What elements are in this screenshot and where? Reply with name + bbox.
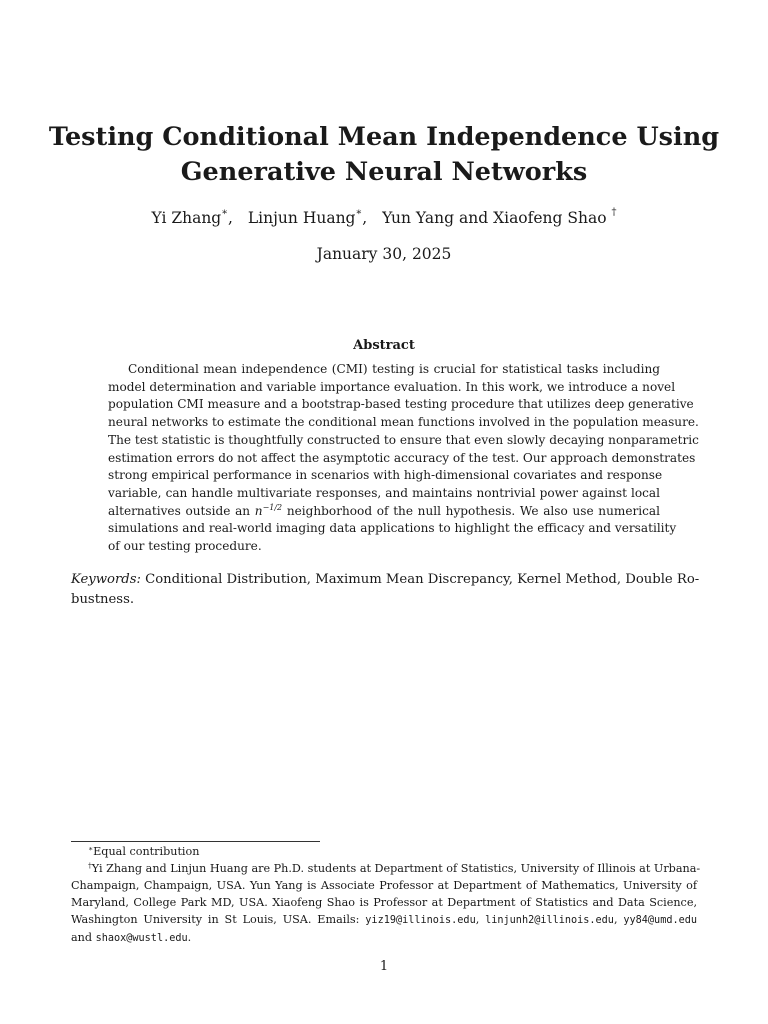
abstract-heading: Abstract xyxy=(353,338,415,353)
footnote-rule xyxy=(71,841,320,842)
footnotes xyxy=(71,843,701,948)
title-line-1: Testing Conditional Mean Independence Using xyxy=(48,122,720,152)
keywords-text-1: Conditional Distribution, Maximum Mean Discrepancy, Kernel Method, Double Ro- xyxy=(145,572,700,587)
footnote-affiliation-line-5 xyxy=(71,929,697,947)
footnote-equal-contribution xyxy=(71,843,697,860)
footnote-affil-text-4: Washington University in St Louis, USA. Emails: xyxy=(71,913,360,927)
footnote-affil-text-1: Yi Zhang and Linjun Huang are Ph.D. students at Department of Statistics, University of Illinois at Urbana- xyxy=(91,862,701,876)
abstract-line: strong empirical performance in scenarios with high-dimensional covariates and response xyxy=(108,468,663,483)
footnote-equal-mark: ∗ xyxy=(88,844,94,853)
author-2-mark: ∗ xyxy=(355,206,363,218)
author-3: Yun Yang and Xiaofeng Shao xyxy=(382,209,607,227)
email-link-4[interactable]: shaox@wustl.edu xyxy=(95,933,188,945)
author-1-mark: ∗ xyxy=(221,206,229,218)
email-link-1[interactable]: yiz19@illinois.edu xyxy=(365,915,476,927)
abstract-line: population CMI measure and a bootstrap-based testing procedure that utilizes deep generative xyxy=(108,397,694,412)
author-list xyxy=(40,207,728,229)
email-separator: , xyxy=(613,913,618,927)
abstract-line: model determination and variable importance evaluation. In this work, we introduce a novel xyxy=(108,379,676,394)
author-1: Yi Zhang xyxy=(151,209,222,227)
abstract-body xyxy=(108,361,699,556)
math-n-inverse-sqrt: $n^{-1/2}$ xyxy=(254,502,283,518)
abstract-line: neural networks to estimate the conditional mean functions involved in the population measure. xyxy=(108,415,699,430)
author-2-separator: , xyxy=(362,209,373,227)
title-line-2: Generative Neural Networks xyxy=(180,157,588,187)
footnote-affiliation-line-4 xyxy=(71,911,697,929)
author-2: Linjun Huang xyxy=(247,209,356,227)
footnote-affiliation-line-1 xyxy=(71,860,701,877)
page-number: 1 xyxy=(379,959,389,974)
abstract-line: of our testing procedure. xyxy=(108,539,262,554)
footnote-equal-text: Equal contribution xyxy=(93,845,200,858)
keywords-line-2: bustness. xyxy=(71,592,135,607)
email-separator: , xyxy=(475,913,480,927)
author-3-mark: † xyxy=(611,206,617,218)
paper-title xyxy=(40,120,728,190)
keywords-line-1 xyxy=(71,570,700,590)
footnote-affil-mark: † xyxy=(88,861,92,871)
abstract-line: simulations and real-world imaging data applications to highlight the efficacy and versatility xyxy=(108,521,677,536)
footnote-and-word: and xyxy=(71,931,93,945)
keywords-label: Keywords: xyxy=(71,572,141,587)
abstract-line: variable, can handle multivariate responses, and maintains nontrivial power against local xyxy=(108,485,660,500)
abstract-line: Conditional mean independence (CMI) testing is crucial for statistical tasks including xyxy=(128,362,660,376)
author-1-separator: , xyxy=(228,209,238,227)
abstract-line: estimation errors do not affect the asymptotic accuracy of the test. Our approach demonstrates xyxy=(108,450,696,465)
abstract-line: The test statistic is thoughtfully constructed to ensure that even slowly decaying nonparametric xyxy=(108,432,699,447)
footnote-affiliation-line-2: Champaign, Champaign, USA. Yun Yang is Associate Professor at Department of Mathematics, University of xyxy=(71,879,697,893)
abstract-line: alternatives outside an $n^{-1/2}$ neighborhood of the null hypothesis. We also use numerical xyxy=(108,502,661,518)
keywords xyxy=(71,570,700,610)
email-link-2[interactable]: linjunh2@illinois.edu xyxy=(485,915,614,927)
email-link-3[interactable]: yy84@umd.edu xyxy=(623,915,697,927)
publication-date: January 30, 2025 xyxy=(316,245,452,263)
footnote-period: . xyxy=(187,931,192,945)
footnote-affiliation-line-3: Maryland, College Park MD, USA. Xiaofeng Shao is Professor at Department of Statistics and Data Science, xyxy=(71,896,697,910)
